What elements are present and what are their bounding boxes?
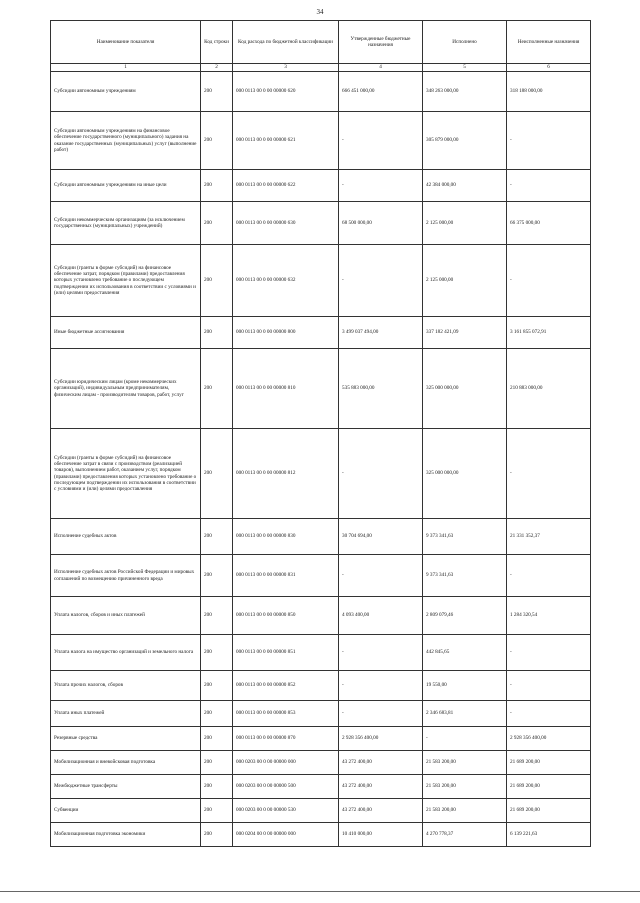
row-expense-code: 000 0113 00 0 00 00000 852 [233,671,339,701]
table-row [51,170,591,202]
row-executed: 348 263 000,00 [423,72,507,112]
row-unexecuted: 318 188 000,00 [507,72,591,112]
row-name: Субсидии автономным учреждениям на финансовое обеспечение государственного (муниципального) задания на оказание государственных (муниципальных) услуг (выполнение работ) [51,112,201,170]
row-executed: - [423,727,507,751]
row-expense-code: 000 0203 00 0 00 00000 000 [233,751,339,775]
row-unexecuted: 2 928 356 400,00 [507,727,591,751]
row-executed: 2 346 683,81 [423,701,507,727]
column-number: 6 [507,64,591,72]
column-number: 1 [51,64,201,72]
row-approved: - [339,112,423,170]
row-name: Субсидии некоммерческим организациям (за исключением государственных (муниципальных) учреждений) [51,202,201,245]
row-line-code: 200 [201,727,233,751]
row-name: Субсидии юридическим лицам (кроме некоммерческих организаций), индивидуальным предпринимателям, физическим лицам - производителям товаров, работ, услуг [51,349,201,429]
row-approved: - [339,170,423,202]
row-name: Субсидии (гранты в форме субсидий) на финансовое обеспечение затрат, порядком (правилами) предоставления которых установлено требование о последующем подтверждении их использования в соответствии с условиями и (или) целями предоставления [51,245,201,317]
column-number: 2 [201,64,233,72]
row-name: Субсидии автономным учреждениям [51,72,201,112]
row-unexecuted: - [507,635,591,671]
row-expense-code: 000 0113 00 0 00 00000 851 [233,635,339,671]
row-unexecuted: - [507,671,591,701]
row-unexecuted: - [507,429,591,519]
row-executed: 325 000 000,00 [423,349,507,429]
row-expense-code: 000 0204 00 0 00 00000 000 [233,823,339,847]
table-row [51,635,591,671]
row-executed: 442 845,65 [423,635,507,671]
row-name: Уплата налогов, сборов и иных платежей [51,597,201,635]
row-approved: 43 272 400,00 [339,751,423,775]
row-line-code: 200 [201,823,233,847]
row-line-code: 200 [201,519,233,555]
row-name: Субсидии (гранты в форме субсидий) на финансовое обеспечение затрат в связи с производством (реализацией товаров), выполнением работ, оказанием услуг, порядком (правилами) предоставления которых установлено требование о последующем подтверждении их использования в соответствии с условиями и (или) целями предоставления [51,429,201,519]
row-expense-code: 000 0113 00 0 00 00000 632 [233,245,339,317]
row-unexecuted: 6 139 221,63 [507,823,591,847]
row-unexecuted: - [507,701,591,727]
column-number: 4 [339,64,423,72]
row-executed: 2 125 000,00 [423,245,507,317]
row-name: Субсидии автономным учреждениям на иные цели [51,170,201,202]
table-row [51,72,591,112]
row-approved: 666 451 000,00 [339,72,423,112]
row-expense-code: 000 0113 00 0 00 00000 850 [233,597,339,635]
row-unexecuted: 21 689 200,00 [507,799,591,823]
row-line-code: 200 [201,701,233,727]
row-line-code: 200 [201,429,233,519]
row-executed: 21 583 200,00 [423,751,507,775]
column-number-row [51,64,591,72]
row-expense-code: 000 0113 00 0 00 00000 831 [233,555,339,597]
row-unexecuted: - [507,112,591,170]
row-executed: 21 583 200,00 [423,775,507,799]
row-line-code: 200 [201,349,233,429]
table-row [51,727,591,751]
row-executed: 2 809 079,46 [423,597,507,635]
row-approved: 4 093 400,00 [339,597,423,635]
row-expense-code: 000 0113 00 0 00 00000 830 [233,519,339,555]
row-executed: 42 384 000,00 [423,170,507,202]
row-name: Мобилизационная подготовка экономики [51,823,201,847]
column-number: 3 [233,64,339,72]
row-approved: - [339,429,423,519]
table-row [51,349,591,429]
row-line-code: 200 [201,597,233,635]
row-name: Субвенции [51,799,201,823]
row-line-code: 200 [201,72,233,112]
row-approved: 43 272 400,00 [339,799,423,823]
row-approved: 2 928 356 400,00 [339,727,423,751]
row-unexecuted: - [507,245,591,317]
row-executed: 21 583 200,00 [423,799,507,823]
row-approved: 3 499 037 494,00 [339,317,423,349]
row-executed: 4 270 778,37 [423,823,507,847]
row-unexecuted: 21 689 200,00 [507,751,591,775]
column-number: 5 [423,64,507,72]
row-expense-code: 000 0113 00 0 00 00000 870 [233,727,339,751]
row-line-code: 200 [201,671,233,701]
header-executed: Исполнено [423,21,507,64]
table-row [51,823,591,847]
header-line-code: Код строки [201,21,233,64]
table-row [51,775,591,799]
row-executed: 337 182 421,09 [423,317,507,349]
row-name: Уплата иных платежей [51,701,201,727]
row-executed: 9 373 341,63 [423,555,507,597]
row-expense-code: 000 0113 00 0 00 00000 630 [233,202,339,245]
row-name: Резервные средства [51,727,201,751]
table-row [51,751,591,775]
table-row [51,597,591,635]
row-line-code: 200 [201,245,233,317]
table-row [51,701,591,727]
row-name: Иные бюджетные ассигнования [51,317,201,349]
row-line-code: 200 [201,751,233,775]
row-expense-code: 000 0113 00 0 00 00000 621 [233,112,339,170]
row-unexecuted: 21 331 352,37 [507,519,591,555]
header-indicator-name: Наименование показателя [51,21,201,64]
bottom-rule [0,891,640,892]
row-line-code: 200 [201,112,233,170]
row-approved: 30 704 694,00 [339,519,423,555]
table-row [51,202,591,245]
row-executed: 19 550,00 [423,671,507,701]
row-name: Уплата прочих налогов, сборов [51,671,201,701]
row-executed: 9 373 341,63 [423,519,507,555]
row-expense-code: 000 0113 00 0 00 00000 810 [233,349,339,429]
header-expense-code: Код расхода по бюджетной классификации [233,21,339,64]
row-line-code: 200 [201,170,233,202]
page-number: 34 [316,8,324,16]
row-executed: 305 879 000,00 [423,112,507,170]
row-approved: - [339,671,423,701]
row-approved: - [339,555,423,597]
header-unexecuted: Неисполненные назначения [507,21,591,64]
row-unexecuted: 3 161 855 072,91 [507,317,591,349]
header-row [51,21,591,64]
row-name: Исполнение судебных актов Российской Федерации и мировых соглашений по возмещению причиненного вреда [51,555,201,597]
row-approved: 535 883 000,00 [339,349,423,429]
row-unexecuted: 21 689 200,00 [507,775,591,799]
budget-execution-table [50,20,591,847]
row-line-code: 200 [201,775,233,799]
row-name: Исполнение судебных актов [51,519,201,555]
row-expense-code: 000 0113 00 0 00 00000 622 [233,170,339,202]
row-line-code: 200 [201,555,233,597]
row-name: Мобилизационная и вневойсковая подготовка [51,751,201,775]
table-row [51,429,591,519]
table-row [51,245,591,317]
row-expense-code: 000 0113 00 0 00 00000 620 [233,72,339,112]
header-approved: Утвержденные бюджетные назначения [339,21,423,64]
row-expense-code: 000 0203 00 0 00 00000 530 [233,799,339,823]
table-row [51,555,591,597]
table-row [51,112,591,170]
row-unexecuted: - [507,170,591,202]
row-expense-code: 000 0113 00 0 00 00000 853 [233,701,339,727]
row-unexecuted: 1 284 320,54 [507,597,591,635]
table-row [51,519,591,555]
row-approved: 10 410 000,00 [339,823,423,847]
row-line-code: 200 [201,317,233,349]
row-line-code: 200 [201,635,233,671]
row-approved: - [339,635,423,671]
table-row [51,671,591,701]
row-unexecuted: 210 883 000,00 [507,349,591,429]
row-executed: 2 125 000,00 [423,202,507,245]
row-expense-code: 000 0113 00 0 00 00000 812 [233,429,339,519]
row-approved: - [339,701,423,727]
row-expense-code: 000 0113 00 0 00 00000 800 [233,317,339,349]
row-approved: 43 272 400,00 [339,775,423,799]
row-name: Уплата налога на имущество организаций и земельного налога [51,635,201,671]
table-row [51,317,591,349]
row-approved: 68 500 000,00 [339,202,423,245]
row-line-code: 200 [201,202,233,245]
row-executed: 325 000 000,00 [423,429,507,519]
row-line-code: 200 [201,799,233,823]
row-approved: - [339,245,423,317]
row-expense-code: 000 0203 00 0 00 00000 500 [233,775,339,799]
table-row [51,799,591,823]
row-unexecuted: - [507,555,591,597]
row-unexecuted: 66 375 000,00 [507,202,591,245]
row-name: Межбюджетные трансферты [51,775,201,799]
